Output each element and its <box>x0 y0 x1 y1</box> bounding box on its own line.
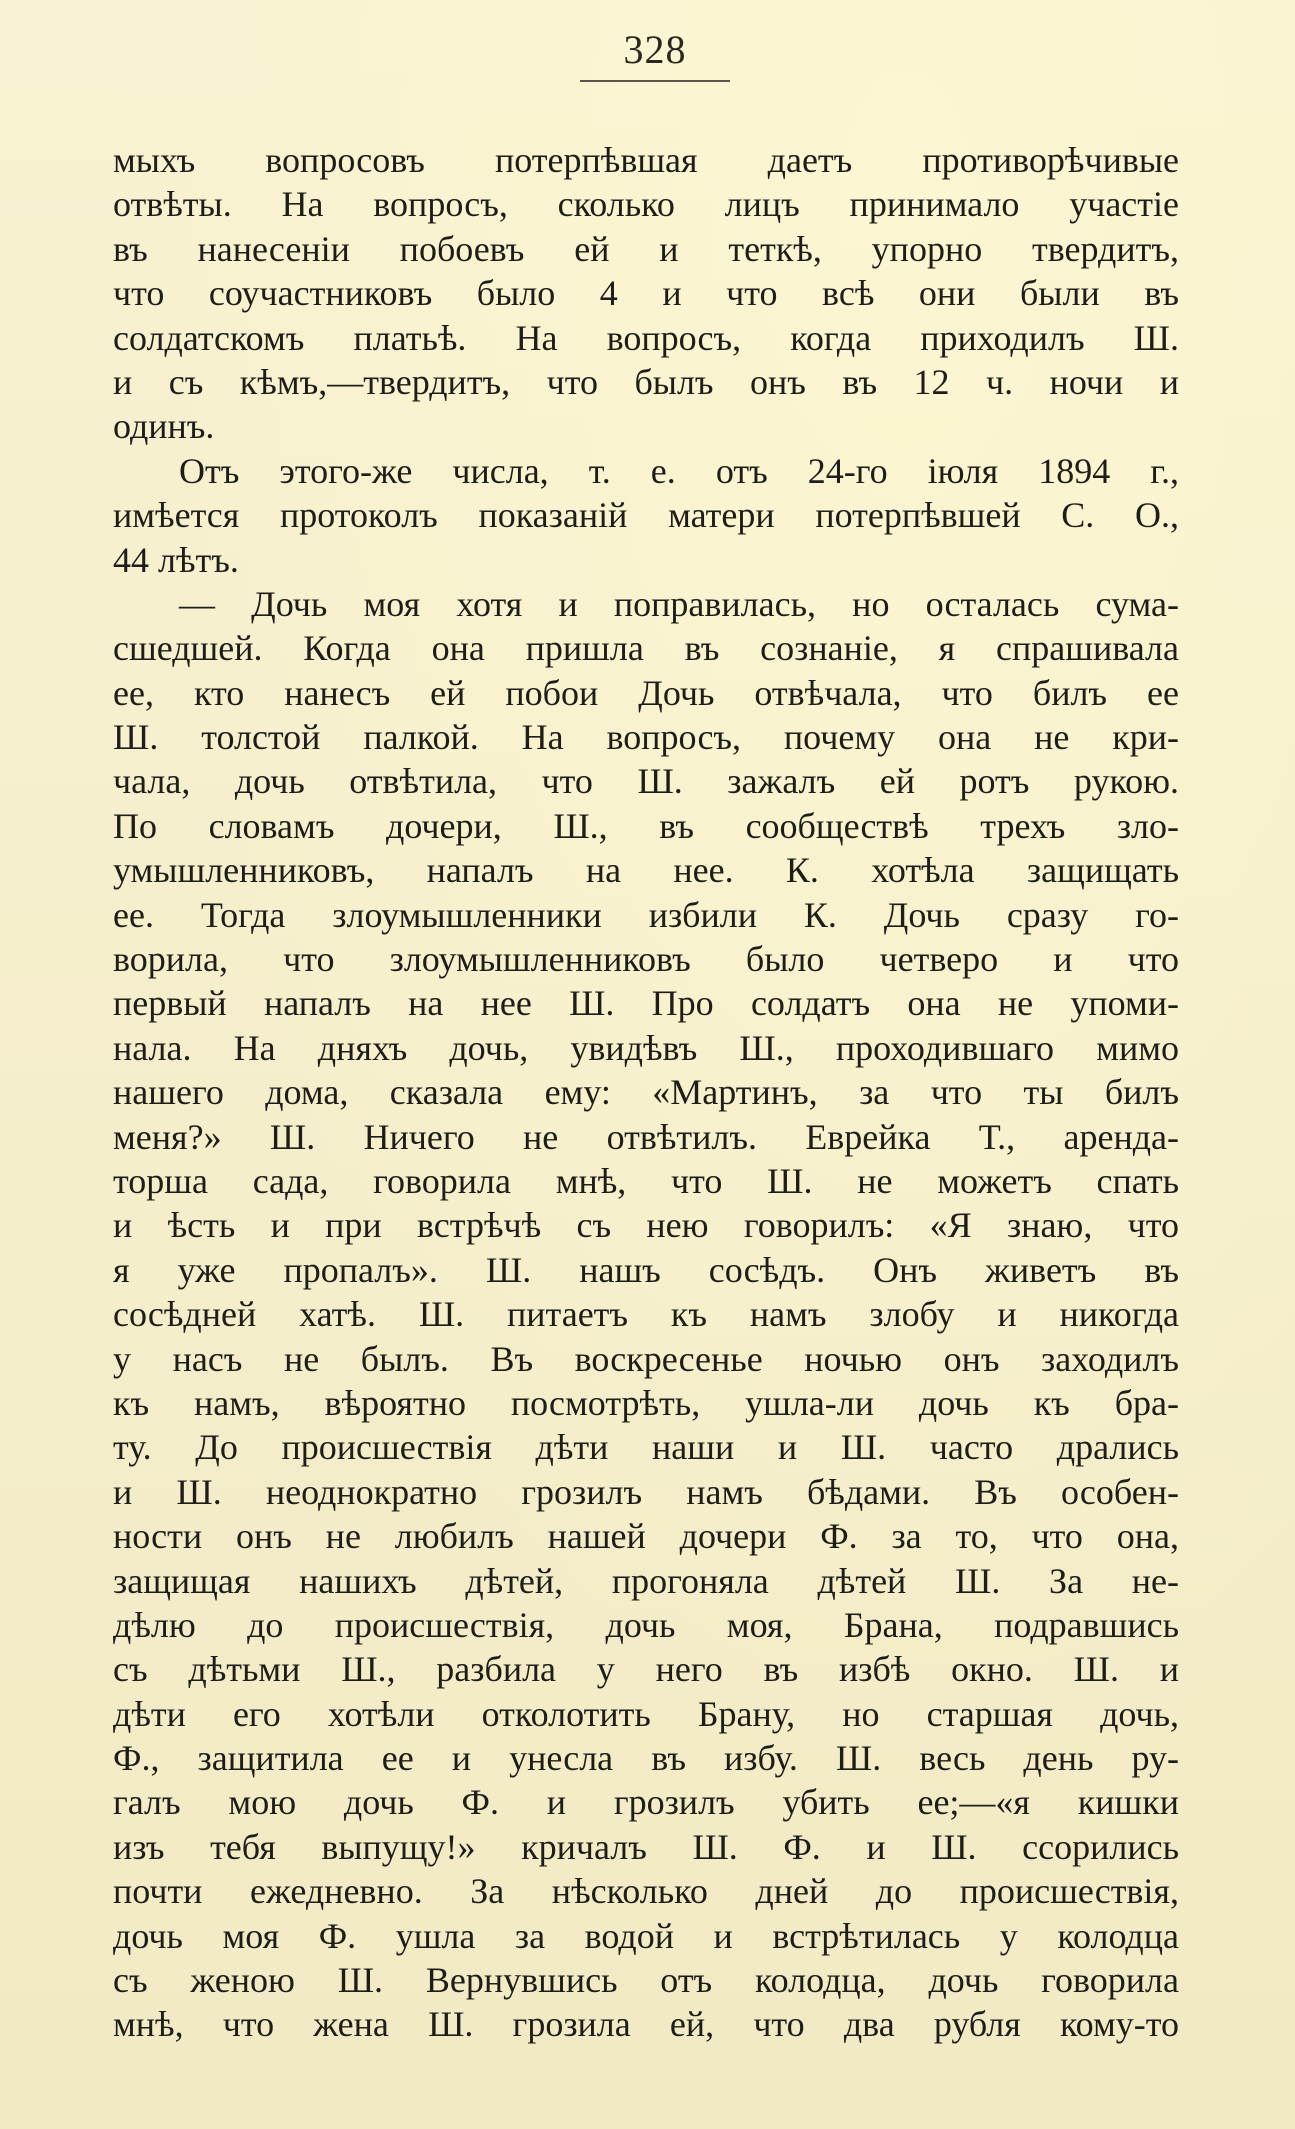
text-line: съ женою Ш. Вернувшись отъ колодца, дочь говорила <box>113 1960 1179 2001</box>
text-line: По словамъ дочери, Ш., въ сообществѣ трехъ зло- <box>113 805 1179 846</box>
text-line: и съ кѣмъ,—твердитъ, что былъ онъ въ 12 ч. ночи и <box>113 361 1179 402</box>
text-line: ности онъ не любилъ нашей дочери Ф. за то, что она, <box>113 1516 1179 1557</box>
text-line: мыхъ вопросовъ потерпѣвшая даетъ противорѣчивые <box>113 140 1179 180</box>
text-line: ворила, что злоумышленниковъ было четверо и что <box>113 939 1179 980</box>
text-line: мнѣ, что жена Ш. грозила ей, что два рубля кому-то <box>113 2004 1179 2045</box>
text-line: съ дѣтьми Ш., разбила у него въ избѣ окно. Ш. и <box>113 1649 1179 1690</box>
text-line: нашего дома, сказала ему: «Мартинъ, за что ты билъ <box>113 1072 1179 1113</box>
text-line: почти ежедневно. За нѣсколько дней до происшествія, <box>113 1871 1179 1912</box>
text-line: Ф., защитила ее и унесла въ избу. Ш. весь день ру- <box>113 1738 1179 1779</box>
text-line: и ѣсть и при встрѣчѣ съ нею говорилъ: «Я знаю, что <box>113 1205 1179 1246</box>
header-rule <box>580 80 730 82</box>
text-line: нала. На дняхъ дочь, увидѣвъ Ш., проходившаго мимо <box>113 1027 1179 1068</box>
text-line: и Ш. неоднократно грозилъ намъ бѣдами. Въ особен- <box>113 1471 1179 1512</box>
body-text <box>113 138 1179 2047</box>
text-line: что соучастниковъ было 4 и что всѣ они были въ <box>113 273 1179 314</box>
text-line: торша сада, говорила мнѣ, что Ш. не можетъ спать <box>113 1160 1179 1201</box>
text-line: — Дочь моя хотя и поправилась, но осталась сума- <box>179 583 1179 624</box>
text-line: въ нанесеніи побоевъ ей и теткѣ, упорно твердитъ, <box>113 228 1179 269</box>
text-line: одинъ. <box>113 406 215 447</box>
text-line: меня?» Ш. Ничего не отвѣтилъ. Еврейка Т., аренда- <box>113 1116 1179 1157</box>
page-header <box>580 26 730 82</box>
text-line: отвѣты. На вопросъ, сколько лицъ принимало участіе <box>113 184 1179 225</box>
text-line: 44 лѣтъ. <box>113 539 239 580</box>
text-line: солдатскомъ платьѣ. На вопросъ, когда приходилъ Ш. <box>113 317 1179 358</box>
text-line: дѣлю до происшествія, дочь моя, Брана, подравшись <box>113 1604 1179 1645</box>
text-line: защищая нашихъ дѣтей, прогоняла дѣтей Ш. За не- <box>113 1560 1179 1601</box>
text-line: Ш. толстой палкой. На вопросъ, почему она не кри- <box>113 717 1179 758</box>
text-line: къ намъ, вѣроятно посмотрѣть, ушла-ли дочь къ бра- <box>113 1382 1179 1423</box>
text-line: я уже пропалъ». Ш. нашъ сосѣдъ. Онъ живетъ въ <box>113 1249 1179 1290</box>
text-line: ту. До происшествія дѣти наши и Ш. часто дрались <box>113 1427 1179 1468</box>
text-line: ее, кто нанесъ ей побои Дочь отвѣчала, что билъ ее <box>113 672 1179 713</box>
text-line: изъ тебя выпущу!» кричалъ Ш. Ф. и Ш. ссорились <box>113 1826 1179 1867</box>
text-line: умышленниковъ, напалъ на нее. К. хотѣла защищать <box>113 850 1179 891</box>
page-number: 328 <box>623 27 687 72</box>
text-line: первый напалъ на нее Ш. Про солдатъ она не упоми- <box>113 983 1179 1024</box>
text-line: Отъ этого-же числа, т. е. отъ 24-го іюля 1894 г., <box>179 450 1179 491</box>
text-line: галъ мою дочь Ф. и грозилъ убить ее;—«я кишки <box>113 1782 1179 1823</box>
text-line: ее. Тогда злоумышленники избили К. Дочь сразу го- <box>113 894 1179 935</box>
text-line: сшедшей. Когда она пришла въ сознаніе, я спрашивала <box>113 628 1179 669</box>
text-line: дѣти его хотѣли отколотить Брану, но старшая дочь, <box>113 1693 1179 1734</box>
text-line: чала, дочь отвѣтила, что Ш. зажалъ ей ротъ рукою. <box>113 761 1179 802</box>
text-line: сосѣдней хатѣ. Ш. питаетъ къ намъ злобу и никогда <box>113 1294 1179 1335</box>
text-line: у насъ не былъ. Въ воскресенье ночью онъ заходилъ <box>113 1338 1179 1379</box>
text-line: дочь моя Ф. ушла за водой и встрѣтилась у колодца <box>113 1915 1179 1956</box>
text-line: имѣется протоколъ показаній матери потерпѣвшей С. О., <box>113 495 1179 536</box>
